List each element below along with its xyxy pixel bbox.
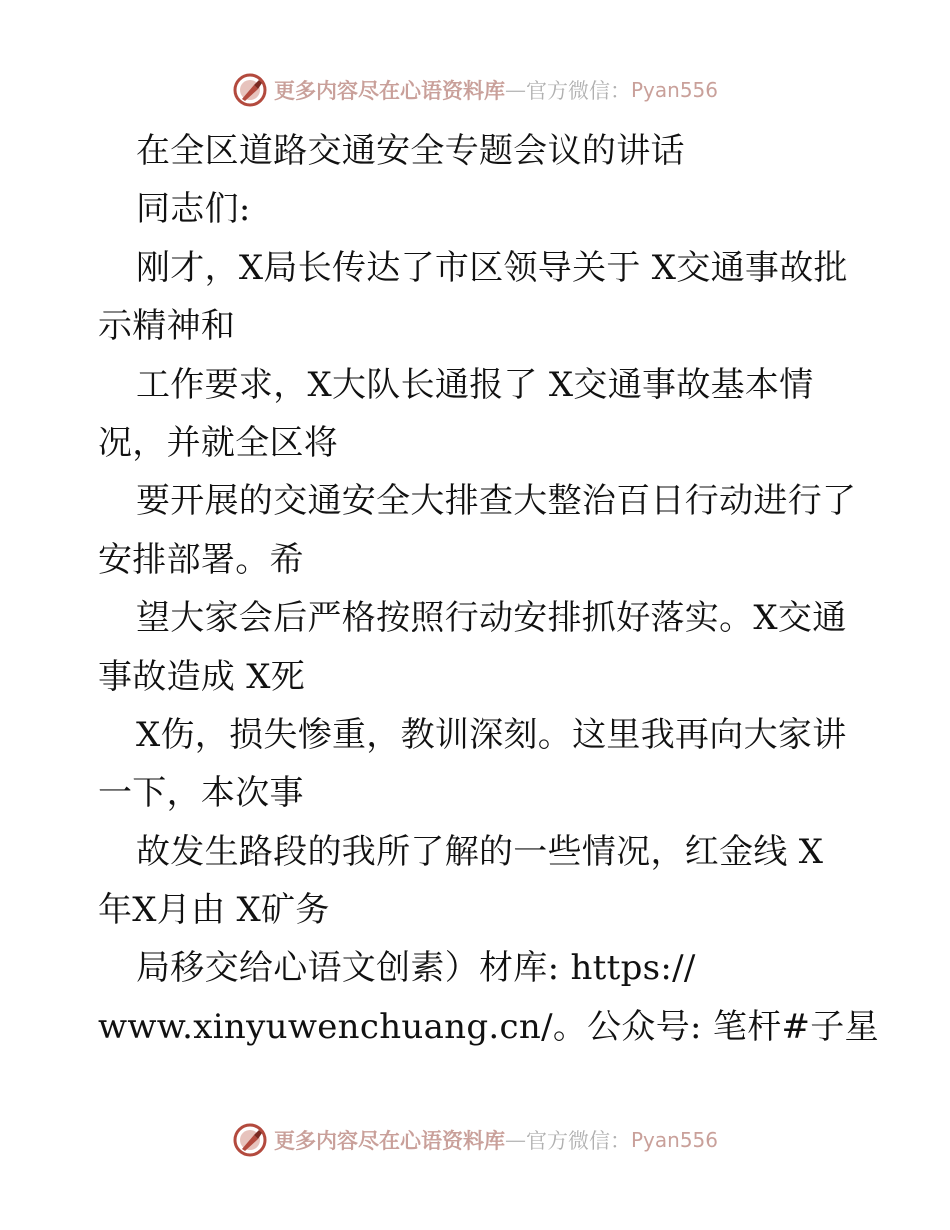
paragraph-line: 望大家会后严格按照行动安排抓好落实。X交通 — [136, 598, 847, 639]
watermark-separator: — — [505, 78, 526, 102]
document-title: 在全区道路交通安全专题会议的讲话 — [136, 131, 685, 171]
paragraph-line: 要开展的交通安全大排查大整治百日行动进行了 — [136, 481, 857, 522]
watermark-wechat-label: 官方微信： — [526, 1129, 631, 1153]
paragraph-line: 年X月由 X矿务 — [98, 890, 330, 931]
paragraph-line: 安排部署。希 — [98, 539, 304, 580]
paragraph-line: 刚才，X局长传达了市区领导关于 X交通事故批 — [136, 247, 848, 288]
pen-nib-logo-icon — [232, 1122, 268, 1158]
watermark-wechat-id: Pyan556 — [631, 1128, 719, 1152]
paragraph-line: X伤，损失惨重，教训深刻。这里我再向大家讲 — [136, 714, 847, 755]
paragraph-line-url: www.xinyuwenchuang.cn/。公众号: 笔杆#子星 — [98, 1006, 879, 1047]
paragraph-line: 工作要求，X大队长通报了 X交通事故基本情 — [136, 364, 814, 405]
watermark-main-text: 更多内容尽在心语资料库 — [274, 1128, 505, 1153]
footer-watermark — [232, 1120, 718, 1160]
watermark-wechat-id: Pyan556 — [631, 78, 719, 102]
watermark-main-text: 更多内容尽在心语资料库 — [274, 78, 505, 103]
paragraph-line: 故发生路段的我所了解的一些情况，红金线 X — [136, 831, 824, 872]
watermark-separator: — — [505, 1128, 526, 1152]
paragraph-line: 示精神和 — [98, 306, 236, 347]
header-watermark — [232, 70, 718, 110]
paragraph-line: 事故造成 X死 — [98, 656, 306, 697]
watermark-wechat-label: 官方微信： — [526, 79, 631, 103]
salutation: 同志们: — [136, 189, 251, 230]
document-body — [98, 122, 879, 1056]
pen-nib-logo-icon — [232, 72, 268, 108]
paragraph-line: 一下，本次事 — [98, 773, 304, 814]
paragraph-line: 局移交给心语文创素）材库: https:// — [136, 948, 696, 989]
paragraph-line: 况，并就全区将 — [98, 422, 339, 463]
